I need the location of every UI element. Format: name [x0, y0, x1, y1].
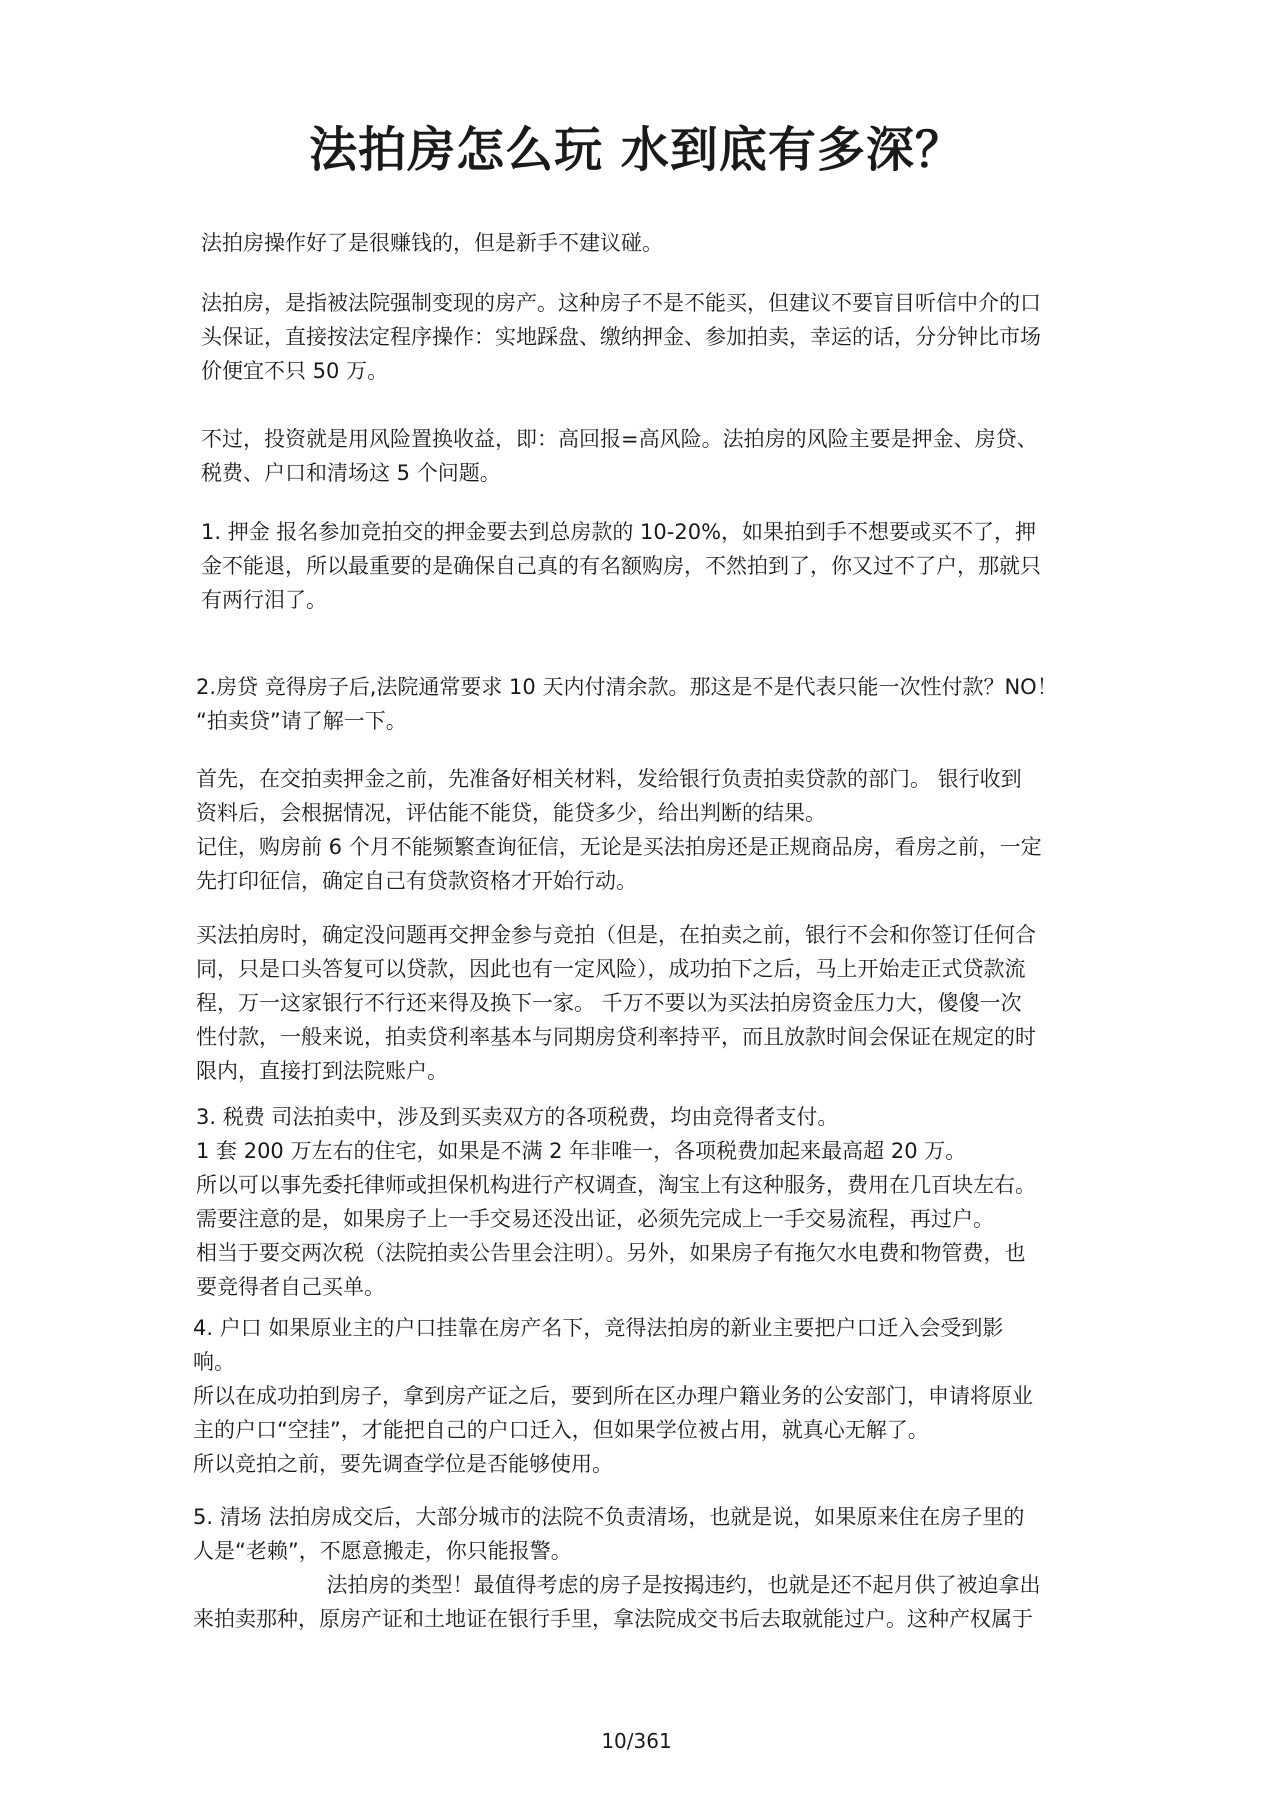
text-line: 1. 押金 报名参加竞拍交的押金要去到总房款的 10-20%，如果拍到手不想要或买不了，押 — [201, 520, 1037, 544]
text-line: 3. 税费 司法拍卖中，涉及到买卖双方的各项税费，均由竞得者支付。 — [196, 1105, 839, 1129]
paragraph-intro — [201, 226, 1091, 260]
text-line: 主的户口“空挂”，才能把自己的户口迁入，但如果学位被占用，就真心无解了。 — [193, 1418, 929, 1442]
text-line: 法拍房操作好了是很赚钱的，但是新手不建议碰。 — [201, 231, 663, 255]
text-line: 金不能退，所以最重要的是确保自己真的有名额购房，不然拍到了，你又过不了户，那就只 — [201, 554, 1041, 578]
text-line: 记住，购房前 6 个月不能频繁查询征信，无论是买法拍房还是正规商品房，看房之前，一定 — [196, 835, 1042, 859]
text-line: 限内，直接打到法院账户。 — [196, 1059, 448, 1083]
page-title: 法拍房怎么玩 水到底有多深？ — [309, 122, 964, 178]
paragraph-loan-process — [196, 918, 1086, 1088]
text-line: 头保证，直接按法定程序操作：实地踩盘、缴纳押金、参加拍卖，幸运的话，分分钟比市场 — [201, 325, 1041, 349]
text-line: 同，只是口头答复可以贷款，因此也有一定风险），成功拍下之后，马上开始走正式贷款流 — [196, 957, 1026, 981]
paragraph-definition — [201, 286, 1091, 388]
text-line: 2.房贷 竞得房子后,法院通常要求 10 天内付清余款。那这是不是代表只能一次性付款？NO！ — [196, 675, 1058, 699]
text-line: 法拍房的类型！最值得考虑的房子是按揭违约，也就是还不起月供了被迫拿出 — [193, 1573, 1041, 1597]
text-line: 性付款，一般来说，拍卖贷利率基本与同期房贷利率持平，而且放款时间会保证在规定的时 — [196, 1025, 1036, 1049]
paragraph-mortgage — [196, 670, 1086, 738]
text-line: 5. 清场 法拍房成交后，大部分城市的法院不负责清场，也就是说，如果原来住在房子里的 — [193, 1505, 1025, 1529]
text-line: 先打印征信，确定自己有贷款资格才开始行动。 — [196, 869, 637, 893]
text-line: 所以竞拍之前，要先调查学位是否能够使用。 — [193, 1452, 613, 1476]
text-line: 4. 户口 如果原业主的户口挂靠在房产名下，竞得法拍房的新业主要把户口迁入会受到影 — [193, 1316, 1004, 1340]
paragraph-clearance — [193, 1500, 1083, 1636]
text-line: 1 套 200 万左右的住宅，如果是不满 2 年非唯一，各项税费加起来最高超 20 万。 — [196, 1139, 967, 1163]
page-number: 10/361 — [601, 1729, 672, 1753]
text-line: 税费、户口和清场这 5 个问题。 — [201, 461, 501, 485]
text-line: 程，万一这家银行不行还来得及换下一家。 千万不要以为买法拍房资金压力大，傻傻一次 — [196, 991, 1022, 1015]
text-line: 不过，投资就是用风险置换收益，即：高回报=高风险。法拍房的风险主要是押金、房贷、 — [201, 427, 1038, 451]
paragraph-taxes — [196, 1100, 1086, 1304]
text-line: 所以在成功拍到房子，拿到房产证之后，要到所在区办理户籍业务的公安部门，申请将原业 — [193, 1384, 1033, 1408]
text-line: 要竞得者自己买单。 — [196, 1275, 385, 1299]
text-line: 响。 — [193, 1350, 235, 1374]
text-line: 资料后，会根据情况，评估能不能贷，能贷多少，给出判断的结果。 — [196, 801, 826, 825]
text-line: 价便宜不只 50 万。 — [201, 359, 389, 383]
text-line: 所以可以事先委托律师或担保机构进行产权调查，淘宝上有这种服务，费用在几百块左右。 — [196, 1173, 1036, 1197]
text-line: “拍卖贷”请了解一下。 — [196, 709, 407, 733]
text-line: 需要注意的是，如果房子上一手交易还没出证，必须先完成上一手交易流程，再过户。 — [196, 1207, 994, 1231]
text-line: 人是“老赖”，不愿意搬走，你只能报警。 — [193, 1539, 572, 1563]
text-line: 首先，在交拍卖押金之前，先准备好相关材料，发给银行负责拍卖贷款的部门。 银行收到 — [196, 767, 1022, 791]
text-line: 买法拍房时，确定没问题再交押金参与竞拍（但是，在拍卖之前，银行不会和你签订任何合 — [196, 923, 1036, 947]
paragraph-household — [193, 1311, 1083, 1481]
paragraph-deposit — [201, 515, 1091, 617]
text-line: 相当于要交两次税（法院拍卖公告里会注明）。另外，如果房子有拖欠水电费和物管费，也 — [196, 1241, 1026, 1265]
text-line: 有两行泪了。 — [201, 588, 327, 612]
text-line: 来拍卖那种，原房产证和土地证在银行手里，拿法院成交书后去取就能过户。这种产权属于 — [193, 1607, 1033, 1631]
text-line: 法拍房，是指被法院强制变现的房产。这种房子不是不能买，但建议不要盲目听信中介的口 — [201, 291, 1041, 315]
paragraph-risk-overview — [201, 422, 1091, 490]
paragraph-loan-prep — [196, 762, 1086, 898]
